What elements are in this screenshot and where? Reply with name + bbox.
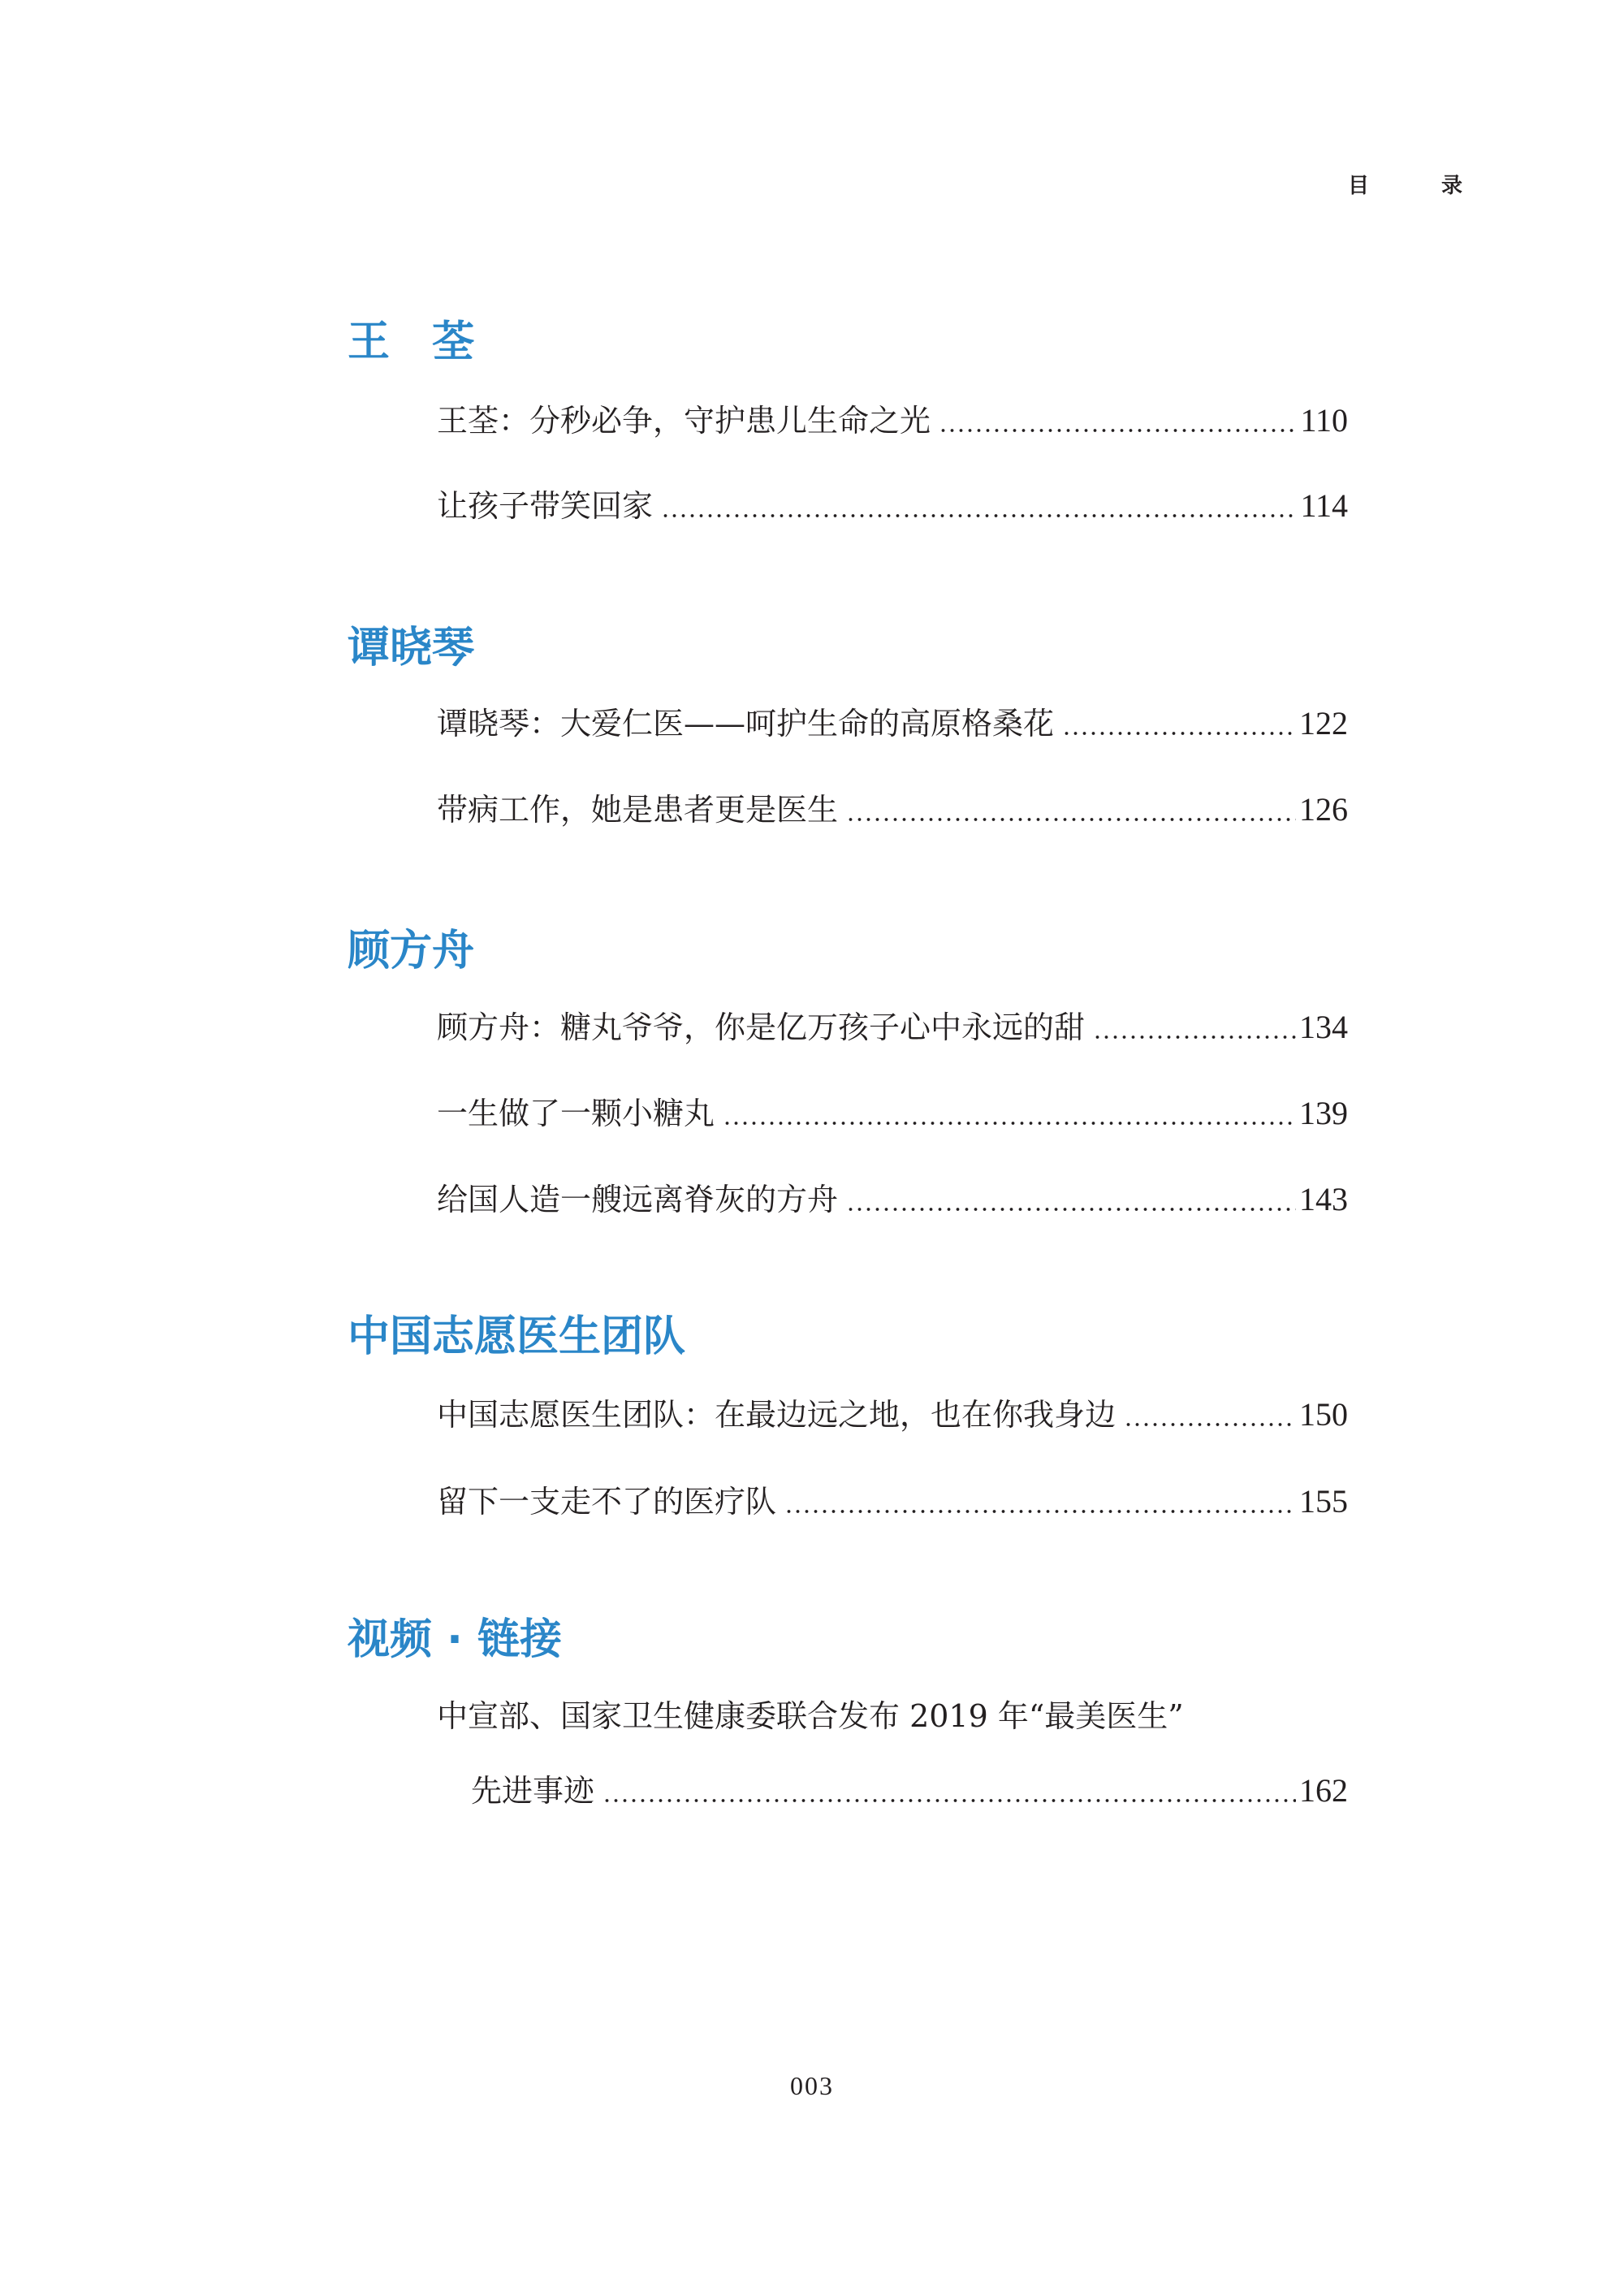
toc-entry-page: 114 [1300, 487, 1348, 524]
toc-entry-page: 150 [1299, 1396, 1348, 1433]
dot-leader [723, 1091, 1296, 1136]
dot-leader [784, 1479, 1296, 1524]
toc-entry-title: 带病工作，她是患者更是医生 [437, 792, 839, 828]
section-title-gu-fangzhou: 顾方舟 [348, 927, 475, 975]
toc-entry[interactable] [437, 1392, 1348, 1438]
toc-entry-page: 143 [1299, 1181, 1348, 1217]
toc-entry[interactable] [437, 787, 1348, 832]
section-title-tan-xiaoqin: 谭晓琴 [348, 624, 475, 672]
toc-entry-title: 谭晓琴：大爱仁医——呵护生命的高原格桑花 [437, 706, 1055, 742]
toc-entry-title: 留下一支走不了的医疗队 [437, 1484, 777, 1520]
dot-leader [846, 1177, 1296, 1222]
toc-entry-page: 139 [1299, 1095, 1348, 1131]
dot-leader [603, 1768, 1296, 1814]
toc-entry-title: 中国志愿医生团队：在最边远之地，也在你我身边 [437, 1397, 1116, 1433]
toc-entry[interactable] [437, 398, 1348, 443]
toc-entry-page: 134 [1299, 1009, 1348, 1045]
toc-entry-page: 122 [1299, 705, 1348, 742]
toc-entry-page: 110 [1300, 402, 1348, 439]
toc-entry-title-line1[interactable]: 中宣部、国家卫生健康委联合发布 2019 年“最美医生” [437, 1698, 1184, 1734]
dot-leader [661, 483, 1297, 529]
dot-leader [1062, 701, 1296, 746]
toc-entry[interactable] [437, 483, 1348, 529]
toc-entry-title: 先进事迹 [471, 1773, 595, 1809]
section-title-volunteer-doctors: 中国志愿医生团队 [348, 1312, 686, 1361]
toc-entry-page: 126 [1299, 791, 1348, 828]
toc-entry[interactable] [437, 1091, 1348, 1136]
toc-entry[interactable] [437, 1177, 1348, 1222]
toc-entry-title: 一生做了一颗小糖丸 [437, 1096, 715, 1131]
toc-entry[interactable] [437, 1005, 1348, 1050]
section-title-video-links: 视频 · 链接 [348, 1615, 562, 1664]
toc-entry-title: 王荃：分秒必争，守护患儿生命之光 [437, 403, 931, 439]
section-title-wang-quan: 王 荃 [348, 318, 475, 366]
toc-entry-page: 162 [1299, 1772, 1348, 1809]
dot-leader [1124, 1392, 1296, 1438]
toc-entry[interactable] [471, 1768, 1348, 1814]
running-head: 目 录 [1348, 174, 1496, 198]
page-number: 003 [790, 2071, 834, 2100]
toc-entry-page: 155 [1299, 1483, 1348, 1520]
dot-leader [846, 787, 1296, 832]
toc-entry[interactable] [437, 701, 1348, 746]
toc-entry-title: 顾方舟：糖丸爷爷，你是亿万孩子心中永远的甜 [437, 1010, 1086, 1045]
toc-entry-title: 给国人造一艘远离脊灰的方舟 [437, 1182, 839, 1217]
dot-leader [1093, 1005, 1296, 1050]
toc-entry[interactable] [437, 1479, 1348, 1524]
dot-leader [939, 398, 1297, 443]
toc-entry-title: 让孩子带笑回家 [437, 488, 654, 524]
